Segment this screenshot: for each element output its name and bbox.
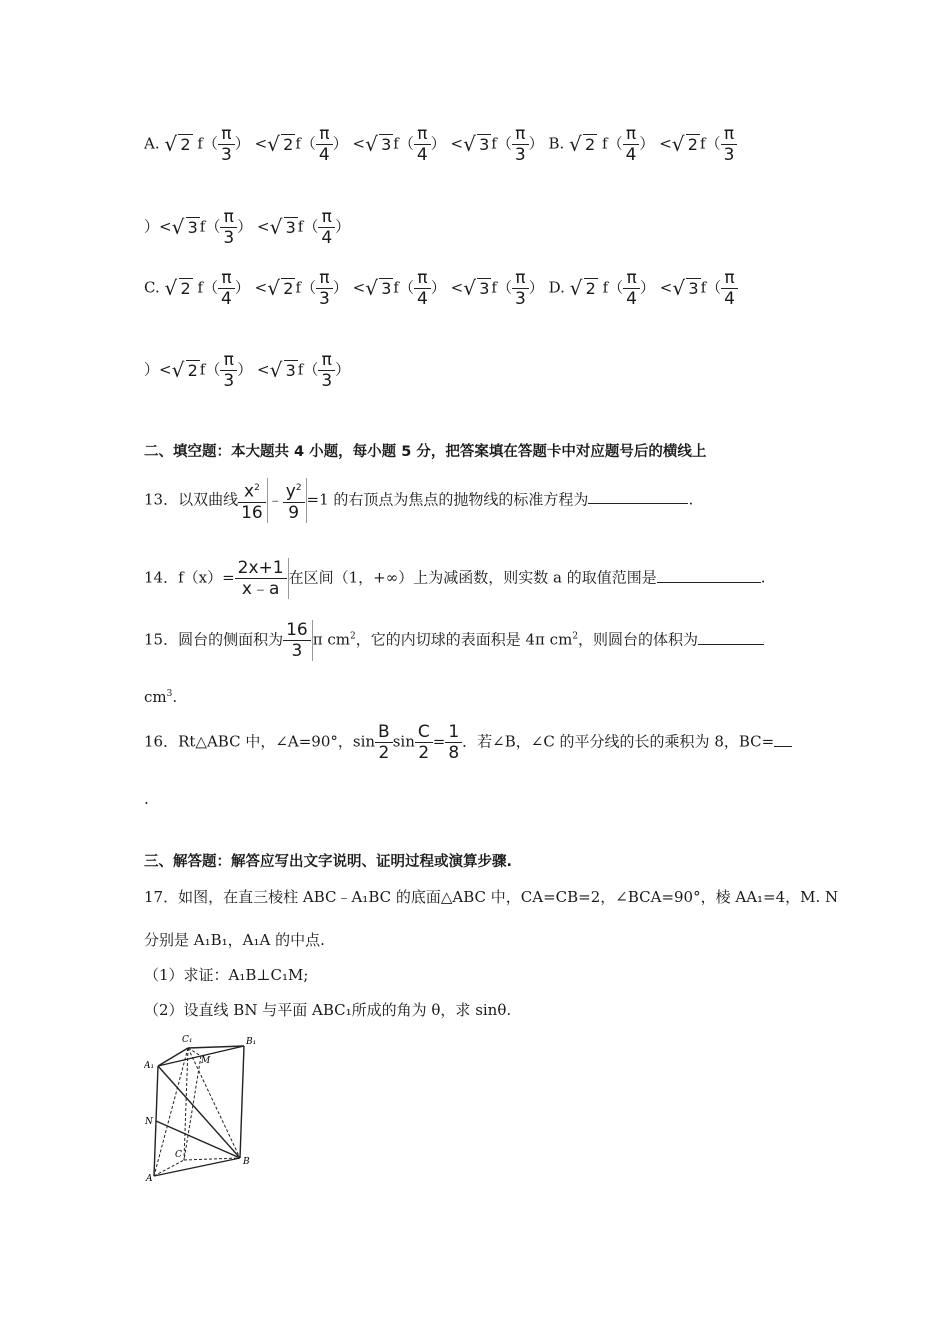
- sqrt-3: √ 3: [672, 276, 699, 300]
- fraction-pi-4: $\frac{\pi}{4}$: [414, 124, 431, 165]
- prism-figure: [144, 1030, 258, 1182]
- option-b-label: B.: [548, 134, 565, 153]
- sqrt-2: √ 2: [569, 276, 596, 300]
- section-3-heading: 三、解答题：解答应写出文字说明、证明过程或演算步骤.: [144, 854, 513, 870]
- answer-blank[interactable]: [774, 746, 792, 747]
- label-b1: B₁: [246, 1037, 257, 1047]
- fraction-pi-3: $\frac{\pi}{3}$: [318, 350, 335, 391]
- sqrt-2: √ 2: [267, 132, 294, 156]
- sqrt-2: √ 2: [569, 132, 596, 156]
- fraction-pi-3: $\frac{\pi}{3}$: [512, 268, 529, 309]
- sqrt-3: √ 3: [365, 276, 392, 300]
- question-15-unit: $cm^3$.: [144, 688, 178, 706]
- fraction-pi-3: $\frac{\pi}{3}$: [220, 350, 237, 391]
- fraction-y2-9: $\frac{y^2}{9}$: [283, 478, 307, 523]
- sqrt-2: √ 2: [267, 276, 294, 300]
- question-17-part-2: （2）设直线 BN 与平面 ABC₁所成的角为 θ，求 sinθ.: [144, 1001, 512, 1019]
- fraction-pi-3: $\frac{\pi}{3}$: [721, 124, 738, 165]
- question-17-line-2: 分别是 A₁B₁，A₁A 的中点.: [144, 931, 325, 949]
- fraction-pi-4: $\frac{\pi}{4}$: [318, 207, 335, 248]
- question-16: 16．Rt△ABC 中，∠A=90°，sin $\frac{B}{2}$ sin $\frac{C}{2}$ = $\frac{1}{8}$ ．若∠B，∠C 的平分线的长的乘积为 8，BC=: [144, 722, 792, 763]
- label-c1: C₁: [182, 1035, 193, 1045]
- fraction-pi-4: $\frac{\pi}{4}$: [721, 268, 738, 309]
- fraction-c-2: $\frac{C}{2}$: [415, 722, 433, 763]
- option-row-1: A. √ 2 f（ $\frac{\pi}{3}$ ） < √ 2 f（ $\frac{\pi}{4}$ ） < √ 3 f（ $\frac{\pi}{4}$ ） < √ 3 f（ $\frac{\pi}{3}$ ） B. √ 2 f（ $\frac{\pi}{4}$ ） < √ 2 f（ $\frac{\pi}{3}$: [144, 124, 737, 165]
- sqrt-2: √ 2: [171, 358, 198, 382]
- label-c: C: [175, 1150, 182, 1160]
- sqrt-2: √ 2: [164, 276, 191, 300]
- fraction-1-8: $\frac{1}{8}$: [445, 722, 462, 763]
- question-13: 13．以双曲线 $\frac{x^2}{16}$ ﹣ $\frac{y^2}{9}$ =1 的右顶点为焦点的抛物线的标准方程为 .: [144, 478, 693, 523]
- label-b: B: [243, 1157, 250, 1167]
- option-d-label: D.: [548, 278, 565, 297]
- fraction-pi-4: $\frac{\pi}{4}$: [218, 268, 235, 309]
- label-a1: A₁: [144, 1061, 155, 1071]
- option-c-label: C.: [144, 278, 160, 297]
- fraction-pi-3: $\frac{\pi}{3}$: [512, 124, 529, 165]
- option-row-1-continued: ）< √ 3 f（ $\frac{\pi}{3}$ ） < √ 3 f（ $\frac{\pi}{4}$ ）: [144, 207, 351, 248]
- label-n: N: [145, 1117, 153, 1127]
- fraction-b-2: $\frac{B}{2}$: [375, 722, 393, 763]
- fraction-pi-3: $\frac{\pi}{3}$: [220, 207, 237, 248]
- fraction-pi-4: $\frac{\pi}{4}$: [623, 124, 640, 165]
- question-14: 14．f（x）= $\frac{2x+1}{x﹣a}$ 在区间（1，+∞）上为减函数，则实数 a 的取值范围是 .: [144, 558, 766, 599]
- question-17-line-1: 17．如图，在直三棱柱 ABC﹣A₁BC 的底面△ABC 中，CA=CB=2，∠BCA=90°，棱 AA₁=4，M. N: [144, 888, 839, 906]
- sqrt-3: √ 3: [269, 215, 296, 239]
- answer-blank[interactable]: [698, 644, 764, 645]
- question-16-end: .: [144, 790, 149, 808]
- sqrt-3: √ 3: [171, 215, 198, 239]
- sqrt-2: √ 2: [164, 132, 191, 156]
- question-17-part-1: （1）求证：A₁B⊥C₁M;: [144, 966, 309, 984]
- option-row-2: C. √ 2 f（ $\frac{\pi}{4}$ ） < √ 2 f（ $\frac{\pi}{3}$ ） < √ 3 f（ $\frac{\pi}{4}$ ） < √ 3 f（ $\frac{\pi}{3}$ ） D. √ 2 f（ $\frac{\pi}{4}$ ） < √ 3 f（ $\frac{\pi}{4}$: [144, 268, 738, 309]
- sqrt-3: √ 3: [269, 358, 296, 382]
- fraction-pi-4: $\frac{\pi}{4}$: [623, 268, 640, 309]
- fraction-x2-16: $\frac{x^2}{16}$: [238, 478, 268, 523]
- sqrt-2: √ 2: [671, 132, 698, 156]
- section-2-heading: 二、填空题：本大题共 4 小题，每小题 5 分，把答案填在答题卡中对应题号后的横线上: [144, 444, 707, 460]
- answer-blank[interactable]: [588, 503, 688, 504]
- option-a-label: A.: [144, 134, 160, 153]
- sqrt-3: √ 3: [463, 276, 490, 300]
- label-a: A: [146, 1174, 153, 1182]
- label-m: M: [201, 1056, 211, 1066]
- question-15: 15．圆台的侧面积为 $\frac{16}{3}$ π $cm^2$，它的内切球的表面积是 4π $cm^2$，则圆台的体积为: [144, 620, 764, 661]
- fraction-pi-4: $\frac{\pi}{4}$: [316, 124, 333, 165]
- sqrt-3: √ 3: [463, 132, 490, 156]
- sqrt-3: √ 3: [365, 132, 392, 156]
- fraction-pi-3: $\frac{\pi}{3}$: [316, 268, 333, 309]
- fraction-pi-4: $\frac{\pi}{4}$: [414, 268, 431, 309]
- answer-blank[interactable]: [657, 582, 761, 583]
- fraction-2x1-xa: $\frac{2x+1}{x﹣a}$: [235, 558, 289, 599]
- fraction-pi-3: $\frac{\pi}{3}$: [218, 124, 235, 165]
- fraction-16-3: $\frac{16}{3}$: [283, 620, 313, 661]
- option-row-2-continued: ）< √ 2 f（ $\frac{\pi}{3}$ ） < √ 3 f（ $\frac{\pi}{3}$ ）: [144, 350, 351, 391]
